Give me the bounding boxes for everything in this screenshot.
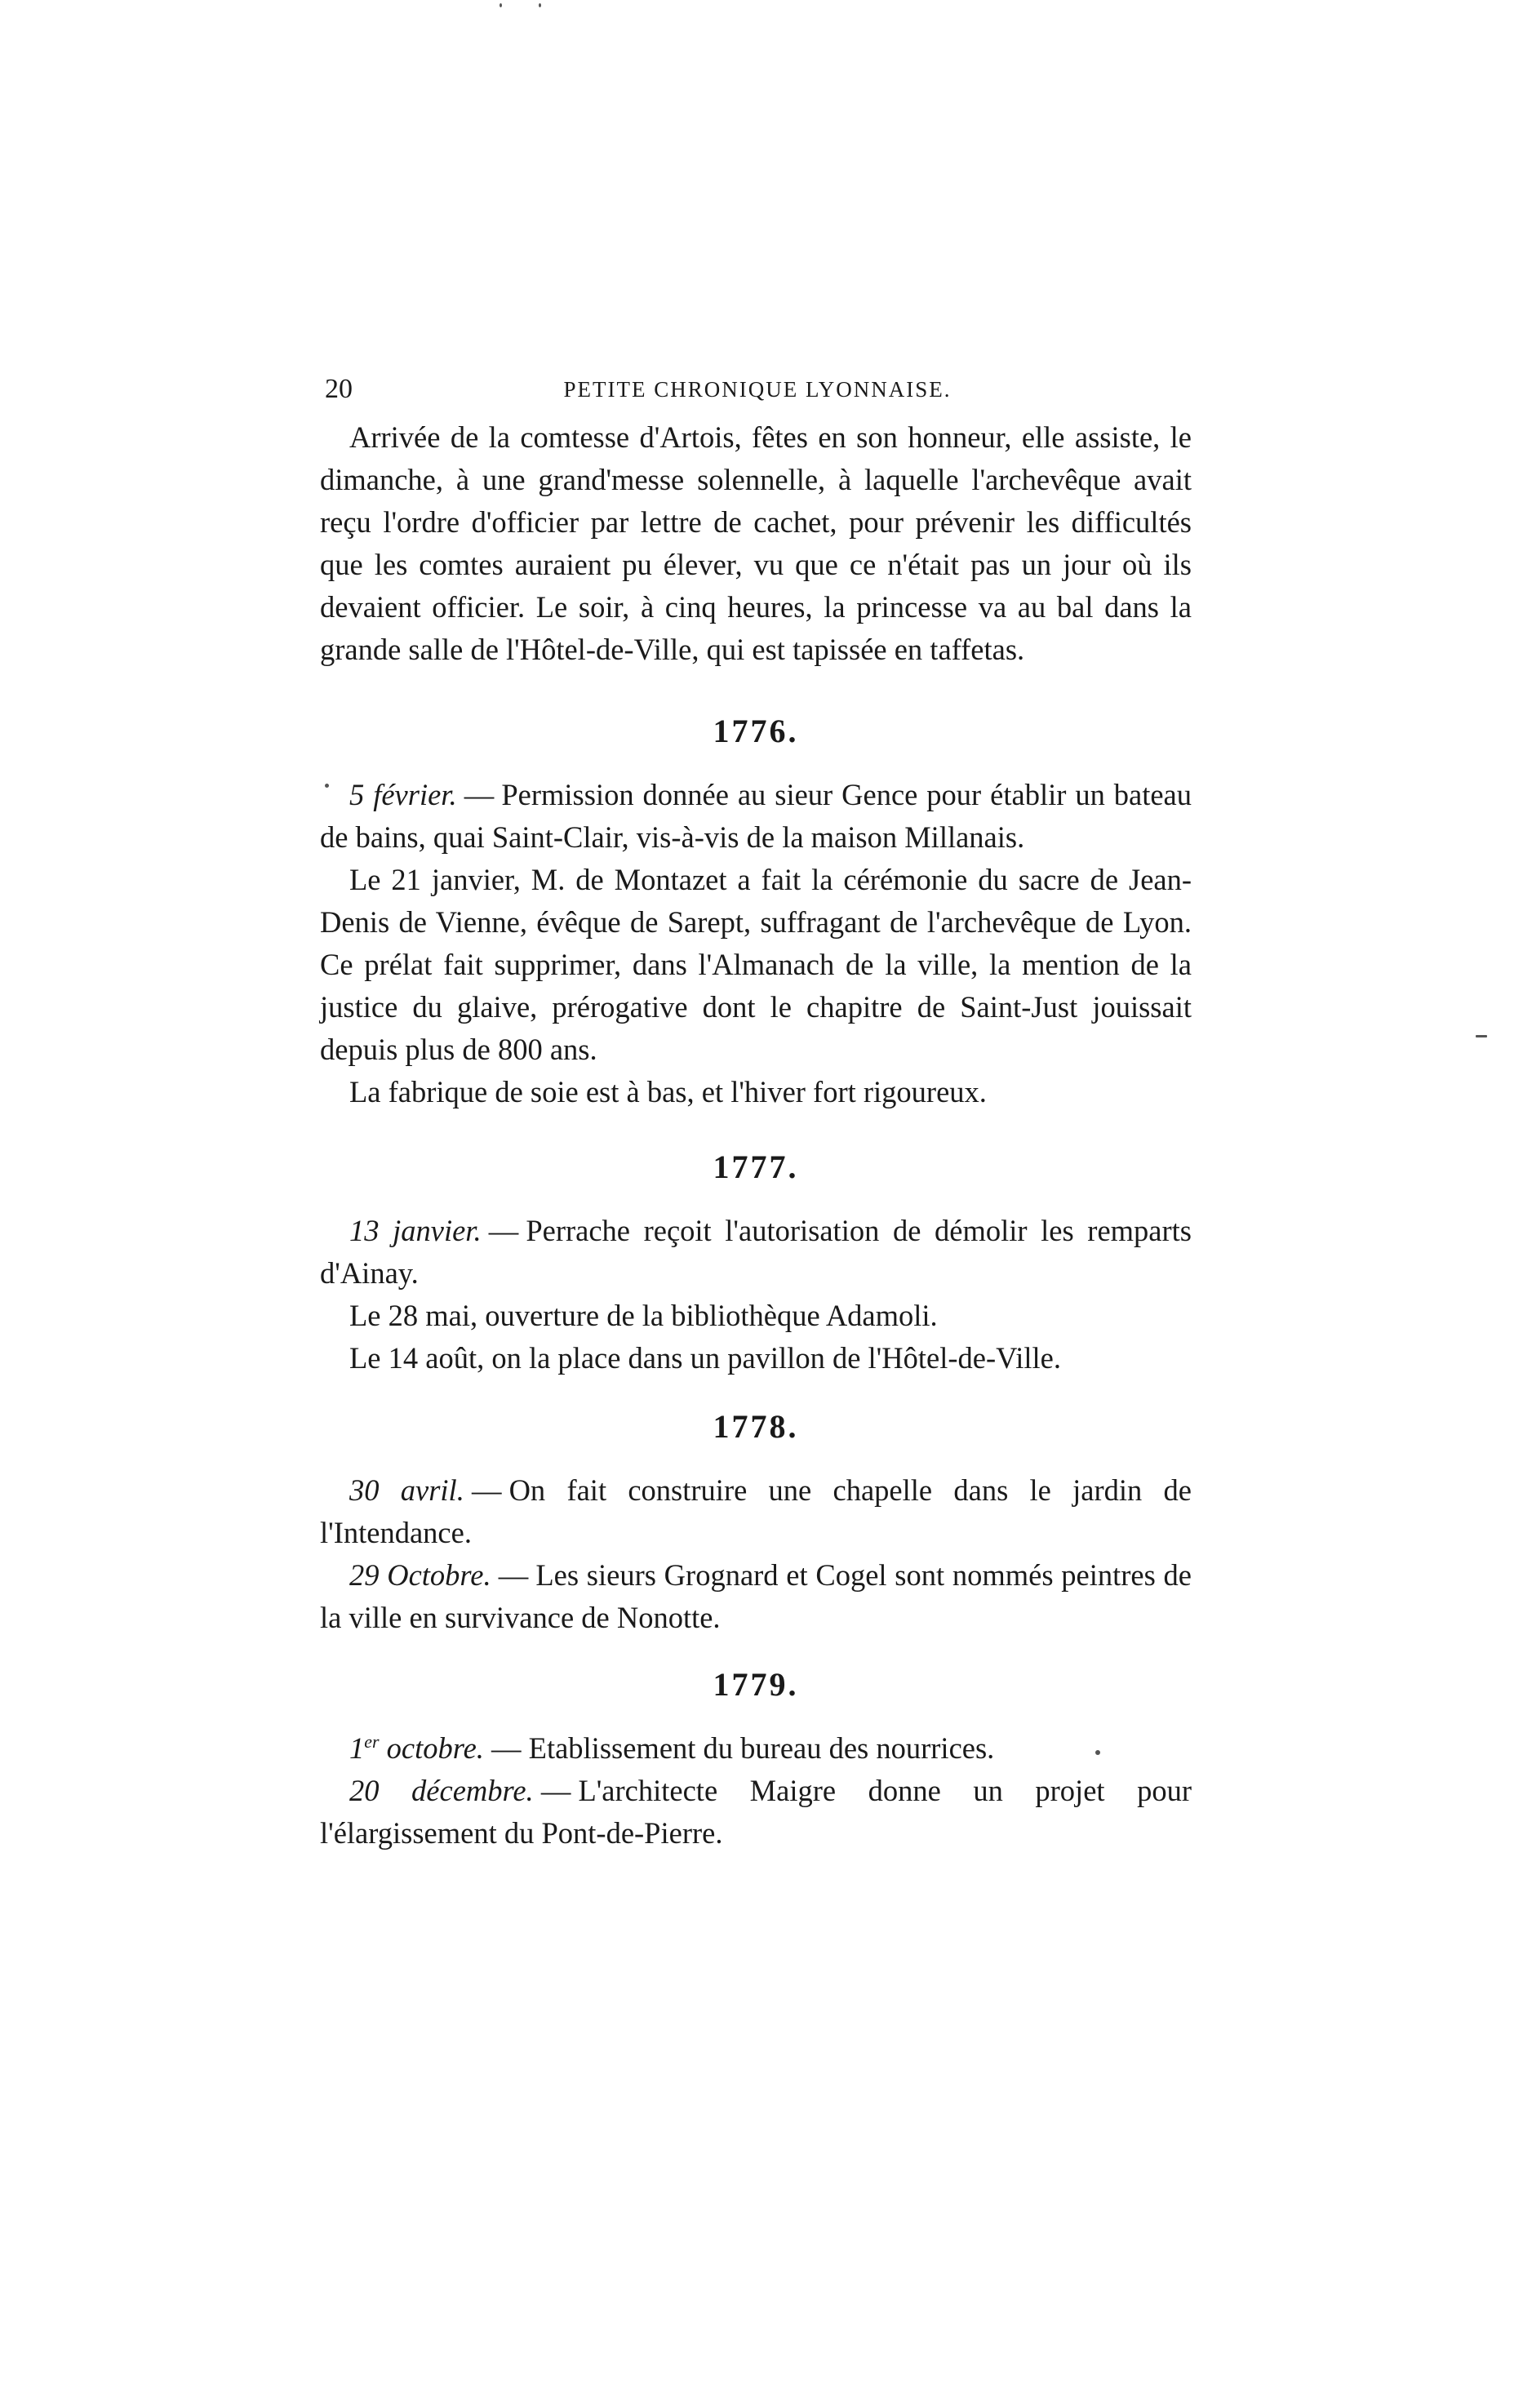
year-heading-1777: 1777. [713, 1148, 799, 1185]
scan-speck [325, 784, 329, 788]
entry-text: L'architecte Maigre donne un projet pour l'élargissement du Pont-de-Pierre. [320, 1774, 1192, 1850]
entry-date: 13 janvier. [349, 1214, 482, 1247]
entry-dash: — [471, 1473, 502, 1507]
entry-paragraph: Le 14 août, on la place dans un pavillon de l'Hôtel-de-Ville. [349, 1341, 1062, 1375]
entry-date-superscript: er [364, 1730, 380, 1752]
running-title: PETITE CHRONIQUE LYONNAISE. [563, 377, 952, 402]
entry-dash: — [540, 1774, 571, 1807]
entry-dash: — [491, 1731, 522, 1765]
year-heading-1778: 1778. [713, 1408, 799, 1445]
entry-date-number: 1 [349, 1731, 365, 1765]
entry-date [349, 1731, 484, 1765]
entry-paragraph [320, 1727, 1192, 1770]
entry-paragraph [320, 1210, 1192, 1295]
entry-text: Etablissement du bureau des nourrices. [528, 1731, 995, 1765]
page-number: 20 [325, 374, 353, 404]
intro-paragraph: Arrivée de la comtesse d'Artois, fêtes en son honneur, elle assiste, le dimanche, à une grand'messe solennelle, à laquelle l'archevêque avait reçu l'ordre d'officier par lettre de cachet, pour prévenir les difficultés que les comtes auraient pu élever, vu que ce n'était pas un jour où ils devaient officier. Le soir, à cinq heures, la princesse va au bal dans la grande salle de l'Hôtel-de-Ville, qui est tapissée en taffetas. [320, 420, 1192, 666]
entry-date: 29 Octobre. [349, 1558, 491, 1592]
entry-text: Perrache reçoit l'autorisation de démolir les remparts d'Ainay. [320, 1214, 1192, 1290]
entry-dash: — [498, 1558, 529, 1592]
scan-speck [539, 3, 541, 7]
entry-paragraph: Le 28 mai, ouverture de la bibliothèque Adamoli. [349, 1299, 938, 1332]
entry-text: Permission donnée au sieur Gence pour établir un bateau de bains, quai Saint-Clair, vis-à-vis de la maison Millanais. [320, 778, 1192, 854]
scan-speck [1095, 1750, 1100, 1755]
page-header [325, 374, 1190, 407]
entry-date: 5 février. [349, 778, 457, 811]
entry-dash: — [464, 778, 495, 811]
chronicle-body [320, 416, 1192, 1855]
entry-dash: — [488, 1214, 519, 1247]
entry-date: 20 décembre. [349, 1774, 534, 1807]
entry-paragraph: Le 21 janvier, M. de Montazet a fait la cérémonie du sacre de Jean-Denis de Vienne, évêque de Sarept, suffragant de l'archevêque de Lyon. Ce prélat fait supprimer, dans l'Almanach de la ville, la mention de la justice du glaive, prérogative dont le chapitre de Saint-Just jouissait depuis plus de 800 ans. [320, 863, 1192, 1066]
entry-paragraph: La fabrique de soie est à bas, et l'hiver fort rigoureux. [349, 1075, 987, 1108]
entry-paragraph [320, 1770, 1192, 1855]
entry-paragraph [320, 774, 1192, 859]
entry-paragraph [320, 1554, 1192, 1639]
entry-date: 30 avril. [349, 1473, 464, 1507]
scan-speck [1476, 1035, 1487, 1037]
entry-text: On fait construire une chapelle dans le jardin de l'Intendance. [320, 1473, 1192, 1549]
year-heading-1779: 1779. [713, 1666, 799, 1703]
scan-speck [500, 3, 502, 7]
year-heading-1776: 1776. [713, 713, 799, 749]
entry-text: Les sieurs Grognard et Cogel sont nommés peintres de la ville en survivance de Nonotte. [320, 1558, 1192, 1634]
entry-date-word: octobre. [386, 1731, 484, 1765]
entry-paragraph [320, 1469, 1192, 1554]
